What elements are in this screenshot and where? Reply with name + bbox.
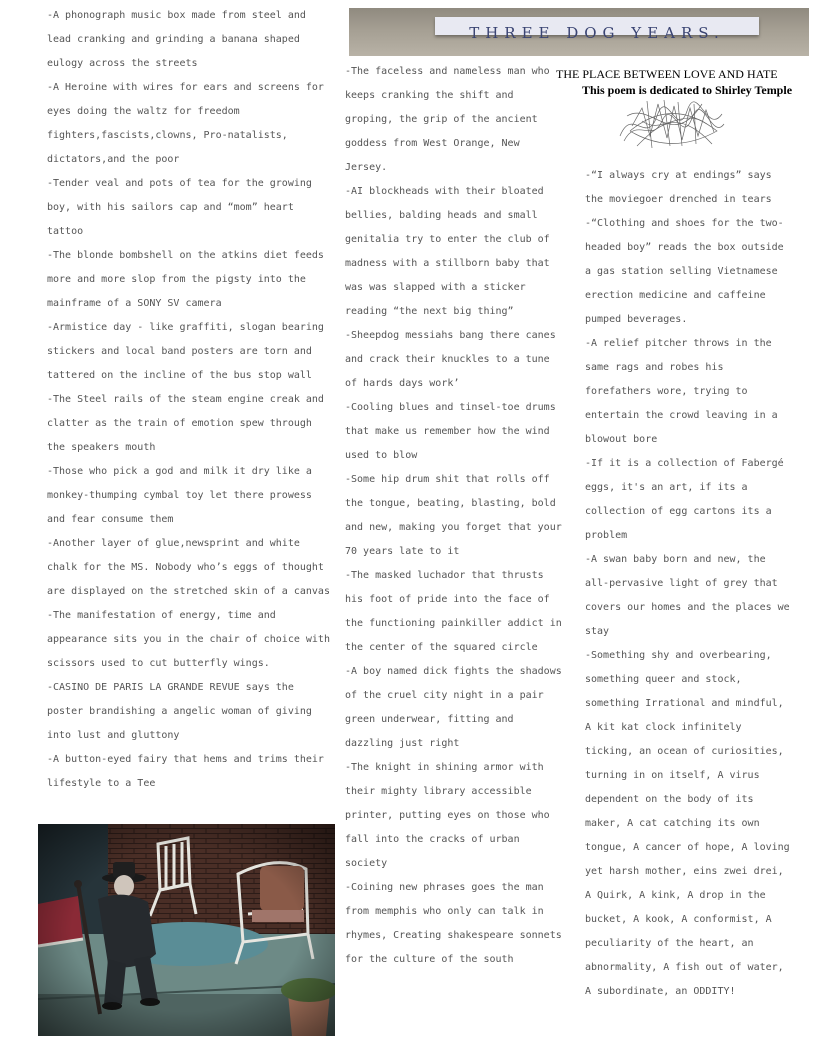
stanza: -Tender veal and pots of tea for the growing boy, with his sailors cap and “mom” heart tattoo <box>47 178 312 237</box>
stanza: -The manifestation of energy, time and appearance sits you in the chair of choice with scissors used to cut butterfly wings. <box>47 610 330 669</box>
stanza: -Something shy and overbearing, something queer and stock, something Irrational and mindful, A kit kat clock infinitely ticking, an ocean of curiosities, turning in on itself, A virus dependent on the body of its maker, A cat catching its own tongue, A cancer of hope, A loving yet harsh mother, eins zwei drei, A Quirk, A kink, A drop in the bucket, A kook, A conformist, A peculiarity of the heart, an abnormality, A fish out of water, A subordinate, an ODDITY! <box>585 650 790 997</box>
stanza: -“I always cry at endings” says the moviegoer drenched in tears <box>585 170 772 205</box>
stanza: -A Heroine with wires for ears and screens for eyes doing the waltz for freedom fighters,fascists,clowns, Pro-natalists, dictators,and the poor <box>47 82 324 165</box>
porch-photo <box>38 824 335 1036</box>
column-2 <box>345 60 567 972</box>
banner-photo <box>349 8 809 56</box>
banner-card <box>435 17 759 42</box>
stanza: -The knight in shining armor with their mighty library accessible printer, putting eyes on those who fall into the cracks of urban society <box>345 762 550 869</box>
stanza: -Sheepdog messiahs bang there canes and crack their knuckles to a tune of hards days work’ <box>345 330 556 389</box>
poem-title: THE PLACE BETWEEN LOVE AND HATE <box>556 67 778 81</box>
stanza: -A phonograph music box made from steel and lead cranking and grinding a banana shaped eulogy across the streets <box>47 10 306 69</box>
stanza: -The masked luchador that thrusts his foot of pride into the face of the functioning painkiller addict in the center of the squared circle <box>345 570 562 653</box>
stanza: -Some hip drum shit that rolls off the tongue, beating, blasting, bold and new, making you forget that your 70 years late to it <box>345 474 562 557</box>
banner-text: THREE DOG YEARS. <box>469 24 725 42</box>
stanza: -“Clothing and shoes for the two-headed boy” reads the box outside a gas station selling Vietnamese erection medicine and caffeine pumped beverages. <box>585 218 784 325</box>
stanza: -If it is a collection of Fabergé eggs, it's an art, if its a collection of egg cartons its a problem <box>585 458 784 541</box>
scribble-drawing <box>612 96 732 151</box>
poem-dedication: This poem is dedicated to Shirley Temple <box>582 83 793 97</box>
porch-photo-illustration <box>38 824 335 1036</box>
stanza: -A button-eyed fairy that hems and trims their lifestyle to a Tee <box>47 754 324 789</box>
column-1 <box>47 4 332 796</box>
stanza: -Coining new phrases goes the man from memphis who only can talk in rhymes, Creating shakespeare sonnets for the culture of the south <box>345 882 562 965</box>
stanza: -A relief pitcher throws in the same rags and robes his forefathers wore, trying to entertain the crowd leaving in a blowout bore <box>585 338 778 445</box>
stanza: -Armistice day - like graffiti, slogan bearing stickers and local band posters are torn and tattered on the incline of the bus stop wall <box>47 322 324 381</box>
stanza: -The Steel rails of the steam engine creak and clatter as the train of emotion spew through the speakers mouth <box>47 394 324 453</box>
column-3 <box>585 164 790 1004</box>
stanza: -A swan baby born and new, the all-pervasive light of grey that covers our homes and the places we stay <box>585 554 790 637</box>
stanza: -AI blockheads with their bloated bellies, balding heads and small genitalia try to enter the club of madness with a stillborn baby that was was slapped with a sticker reading “the next big thing” <box>345 186 550 317</box>
stanza: -A boy named dick fights the shadows of the cruel city night in a pair green underwear, fitting and dazzling just right <box>345 666 562 749</box>
stanza: -The faceless and nameless man who keeps cranking the shift and groping, the grip of the ancient goddess from West Orange, New Jersey. <box>345 66 550 173</box>
stanza: -CASINO DE PARIS LA GRANDE REVUE says the poster brandishing a angelic woman of giving into lust and gluttony <box>47 682 312 741</box>
stanza: -Another layer of glue,newsprint and white chalk for the MS. Nobody who’s eggs of thought are displayed on the stretched skin of a canvas <box>47 538 330 597</box>
stanza: -Cooling blues and tinsel-toe drums that make us remember how the wind used to blow <box>345 402 556 461</box>
stanza: -The blonde bombshell on the atkins diet feeds more and more slop from the pigsty into the mainframe of a SONY SV camera <box>47 250 324 309</box>
stanza: -Those who pick a god and milk it dry like a monkey-thumping cymbal toy let there prowess and fear consume them <box>47 466 312 525</box>
